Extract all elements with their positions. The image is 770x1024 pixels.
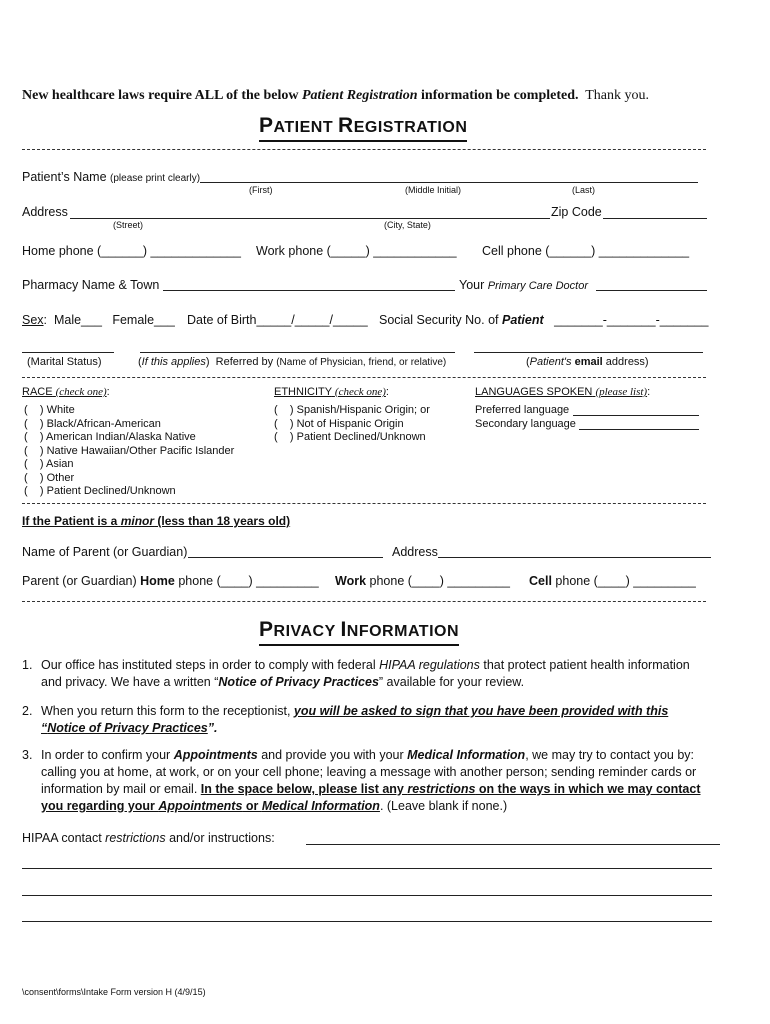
languages-check-hint: (please list) xyxy=(595,386,648,398)
referred-caption: (If this applies) Referred by (Name of Physician, friend, or relative) xyxy=(138,356,447,368)
p3-text-b: and provide you with your xyxy=(257,748,408,762)
parent-address-label: Address xyxy=(392,545,438,559)
footer-path: \consent\forms\Intake Form version H (4/9/15) xyxy=(22,987,206,997)
privacy-paragraph-2 xyxy=(22,703,712,737)
p2-text-c: ”. xyxy=(207,721,218,735)
pharmacy-field[interactable] xyxy=(163,290,455,291)
patient-name-field[interactable] xyxy=(200,182,698,183)
divider-3 xyxy=(22,503,706,504)
parent-name-label: Name of Parent (or Guardian) xyxy=(22,545,188,559)
email-field[interactable] xyxy=(474,352,703,353)
divider-4 xyxy=(22,601,706,602)
race-check-hint: (check one) xyxy=(55,386,107,398)
hipaa-field-line-4[interactable] xyxy=(22,921,712,922)
work-phone-field[interactable]: Work phone (_____) ____________ xyxy=(256,244,457,258)
hipaa-label-pre: HIPAA contact xyxy=(22,831,106,845)
intro-emphasis: Patient Registration xyxy=(302,88,418,103)
secondary-language-label: Secondary language xyxy=(475,417,576,430)
p3-restrictions: restrictions xyxy=(407,782,476,796)
intro-text-2: information be completed. xyxy=(417,88,579,103)
registration-title xyxy=(259,115,467,142)
parent-home-bold: Home xyxy=(140,574,175,588)
languages-heading-label: LANGUAGES SPOKEN xyxy=(475,386,593,398)
race-option[interactable]: ( ) Patient Declined/Unknown xyxy=(24,485,176,497)
race-option[interactable]: ( ) Black/African-American xyxy=(24,417,161,430)
address-field[interactable] xyxy=(70,218,550,219)
race-option[interactable]: ( ) Asian xyxy=(24,458,74,470)
registration-title-rest2: EGISTRATION xyxy=(353,119,468,136)
zip-label: Zip Code xyxy=(551,205,602,219)
ssn-emphasis: Patient xyxy=(501,313,544,327)
parent-work-blanks: phone (____) _________ xyxy=(369,574,510,588)
parent-work-phone[interactable] xyxy=(335,574,510,588)
referred-field[interactable] xyxy=(140,352,455,353)
name-last-caption: (Last) xyxy=(572,185,596,195)
race-option[interactable]: ( ) American Indian/Alaska Native xyxy=(24,431,196,443)
divider-2 xyxy=(22,377,706,378)
street-caption: (Street) xyxy=(113,220,144,230)
p1-text-a: Our office has instituted steps in order to comply with federal xyxy=(41,658,380,672)
ssn-field[interactable] xyxy=(379,313,708,327)
race-option-label: Patient Declined/Unknown xyxy=(46,485,176,497)
privacy-title-rest1: RIVACY xyxy=(273,623,341,640)
parent-cell-bold: Cell xyxy=(529,574,552,588)
email-tail: address) xyxy=(605,356,649,368)
doctor-prefix: Your xyxy=(459,278,485,292)
divider-1 xyxy=(22,149,706,150)
parent-address-field[interactable] xyxy=(438,557,711,558)
female-option[interactable]: Female___ xyxy=(112,313,175,327)
name-middle-caption: (Middle Initial) xyxy=(405,185,462,195)
p3-u2: on the ways in which we may contact you regarding your xyxy=(41,782,701,813)
parent-cell-blanks: phone (____) _________ xyxy=(555,574,696,588)
ethnicity-check-hint: (check one) xyxy=(334,386,386,398)
minor-heading-pre: If the Patient is a xyxy=(22,514,121,528)
cell-phone-field[interactable]: Cell phone (______) _____________ xyxy=(482,244,690,258)
p3-u1: In the space below, please list any xyxy=(200,782,408,796)
registration-title-cap2: R xyxy=(338,114,354,137)
parent-home-blanks: phone (____) _________ xyxy=(178,574,319,588)
intro-text-1: New healthcare laws require ALL of the below xyxy=(22,88,302,103)
hipaa-label xyxy=(22,831,275,845)
privacy-title-rest2: NFORMATION xyxy=(346,623,460,640)
preferred-language-label: Preferred language xyxy=(475,404,570,416)
patient-name-row xyxy=(22,170,200,184)
ssn-prefix: Social Security No. of xyxy=(379,313,499,327)
if-applies: If this applies xyxy=(141,356,206,368)
race-option-label: Asian xyxy=(46,458,74,470)
paragraph-3-number: 3. xyxy=(22,748,33,762)
hipaa-label-emphasis: restrictions xyxy=(105,831,166,845)
race-option-label: American Indian/Alaska Native xyxy=(46,431,196,443)
race-option-label: Black/African-American xyxy=(46,417,161,430)
ethnicity-heading-label: ETHNICITY xyxy=(274,386,332,398)
parent-phone-label: Parent (or Guardian) xyxy=(22,574,137,588)
hipaa-field-line-1[interactable] xyxy=(306,844,720,845)
hipaa-label-post: and/or instructions: xyxy=(165,831,275,845)
p3-u3: or xyxy=(242,799,262,813)
race-option-label: Native Hawaiian/Other Pacific Islander xyxy=(46,444,235,457)
email-caption xyxy=(526,356,649,368)
ethnicity-option[interactable]: ( ) Spanish/Hispanic Origin; or xyxy=(274,404,430,416)
patient-name-hint: (please print clearly) xyxy=(110,173,201,184)
email-paren-open: ( xyxy=(526,356,530,368)
preferred-language-field[interactable] xyxy=(573,415,699,416)
home-phone-field[interactable]: Home phone (______) _____________ xyxy=(22,244,241,258)
race-heading-label: RACE xyxy=(22,386,53,398)
name-first-caption: (First) xyxy=(249,185,273,195)
p1-text-b: that protect patient health information and privacy. We have a written “ xyxy=(41,658,690,689)
p3-appointments: Appointments xyxy=(173,748,258,762)
p3-text-c: , we may try to contact you by: calling you at home, at work, or on your cell phone; leaving a message with another person; sending reminder cards or information by mail or email. xyxy=(41,748,697,796)
privacy-paragraph-1 xyxy=(22,657,712,691)
p1-text-c: ” available for your review. xyxy=(378,675,525,689)
parent-cell-phone[interactable] xyxy=(529,574,696,588)
race-heading: RACE (check one): xyxy=(22,386,110,398)
registration-title-rest1: ATIENT xyxy=(273,119,339,136)
registration-title-cap1: P xyxy=(259,114,274,137)
email-bold: email xyxy=(574,356,603,368)
race-option[interactable]: ( ) White xyxy=(24,404,75,416)
minor-heading xyxy=(22,514,290,528)
doctor-label xyxy=(459,278,588,292)
ssn-blanks: _______-_______-_______ xyxy=(554,313,709,327)
privacy-title-cap1: P xyxy=(259,618,274,641)
race-option-label: Other xyxy=(46,471,75,484)
secondary-language-field[interactable] xyxy=(579,429,699,430)
zip-field[interactable] xyxy=(603,218,707,219)
marital-caption: (Marital Status) xyxy=(27,356,102,368)
sex-label: Sex xyxy=(22,313,44,327)
doctor-field[interactable] xyxy=(596,290,707,291)
doctor-emphasis: Primary Care Doctor xyxy=(487,280,588,292)
marital-field[interactable] xyxy=(22,352,114,353)
race-option[interactable]: ( ) Native Hawaiian/Other Pacific Islander xyxy=(24,444,235,457)
privacy-title-cap2: I xyxy=(340,618,347,641)
p1-hipaa: HIPAA regulations xyxy=(379,658,480,672)
sex-row: Sex: Male___ Female___ xyxy=(22,313,175,327)
privacy-title xyxy=(259,619,459,646)
hipaa-field-line-3[interactable] xyxy=(22,895,712,896)
referred-hint: (Name of Physician, friend, or relative) xyxy=(276,357,447,368)
male-option[interactable]: Male___ xyxy=(53,313,102,327)
parent-home-phone[interactable] xyxy=(22,574,319,588)
referred-label: Referred by xyxy=(215,356,274,368)
p3-appointments-2: Appointments xyxy=(158,799,243,813)
paragraph-2-number: 2. xyxy=(22,704,33,718)
p2-notice: Notice of Privacy Practices xyxy=(47,721,208,735)
email-emphasis: Patient's xyxy=(529,356,572,368)
ethnicity-option[interactable]: ( ) Patient Declined/Unknown xyxy=(274,431,426,443)
p3-text-d: . (Leave blank if none.) xyxy=(379,799,508,813)
race-option[interactable]: ( ) Other xyxy=(24,471,75,484)
race-option-label: White xyxy=(46,404,75,416)
city-state-caption: (City, State) xyxy=(384,220,431,230)
p1-notice: Notice of Privacy Practices xyxy=(218,675,379,689)
parent-work-bold: Work xyxy=(335,574,367,588)
pharmacy-label: Pharmacy Name & Town xyxy=(22,278,160,292)
ethnicity-heading: ETHNICITY (check one): xyxy=(274,386,389,398)
ethnicity-option-label: Not of Hispanic Origin xyxy=(296,417,404,430)
p3-medical-information-2: Medical Information xyxy=(261,799,380,813)
paragraph-1-number: 1. xyxy=(22,658,33,672)
address-label: Address xyxy=(22,205,68,219)
hipaa-field-line-2[interactable] xyxy=(22,868,712,869)
privacy-paragraph-3 xyxy=(22,747,712,815)
ethnicity-option[interactable]: ( ) Not of Hispanic Origin xyxy=(274,417,404,430)
languages-heading: LANGUAGES SPOKEN (please list): xyxy=(475,386,651,398)
intro-line xyxy=(22,88,649,104)
ethnicity-option-label: Patient Declined/Unknown xyxy=(296,431,426,443)
ethnicity-option-label: Spanish/Hispanic Origin; or xyxy=(296,404,430,416)
p3-medical-information: Medical Information xyxy=(407,748,526,762)
minor-heading-emphasis: minor xyxy=(120,514,155,528)
p3-text-a: In order to confirm your xyxy=(41,748,174,762)
patient-name-label: Patient’s Name xyxy=(22,170,107,184)
p2-sign-note: you will be asked to sign that you have been provided with this “ xyxy=(41,704,669,735)
p2-text-a: When you return this form to the receptionist, xyxy=(41,704,294,718)
intro-thanks: Thank you. xyxy=(585,88,650,103)
parent-name-field[interactable] xyxy=(188,557,383,558)
minor-heading-post: (less than 18 years old) xyxy=(154,514,291,528)
dob-field[interactable]: Date of Birth_____/_____/_____ xyxy=(187,313,368,327)
